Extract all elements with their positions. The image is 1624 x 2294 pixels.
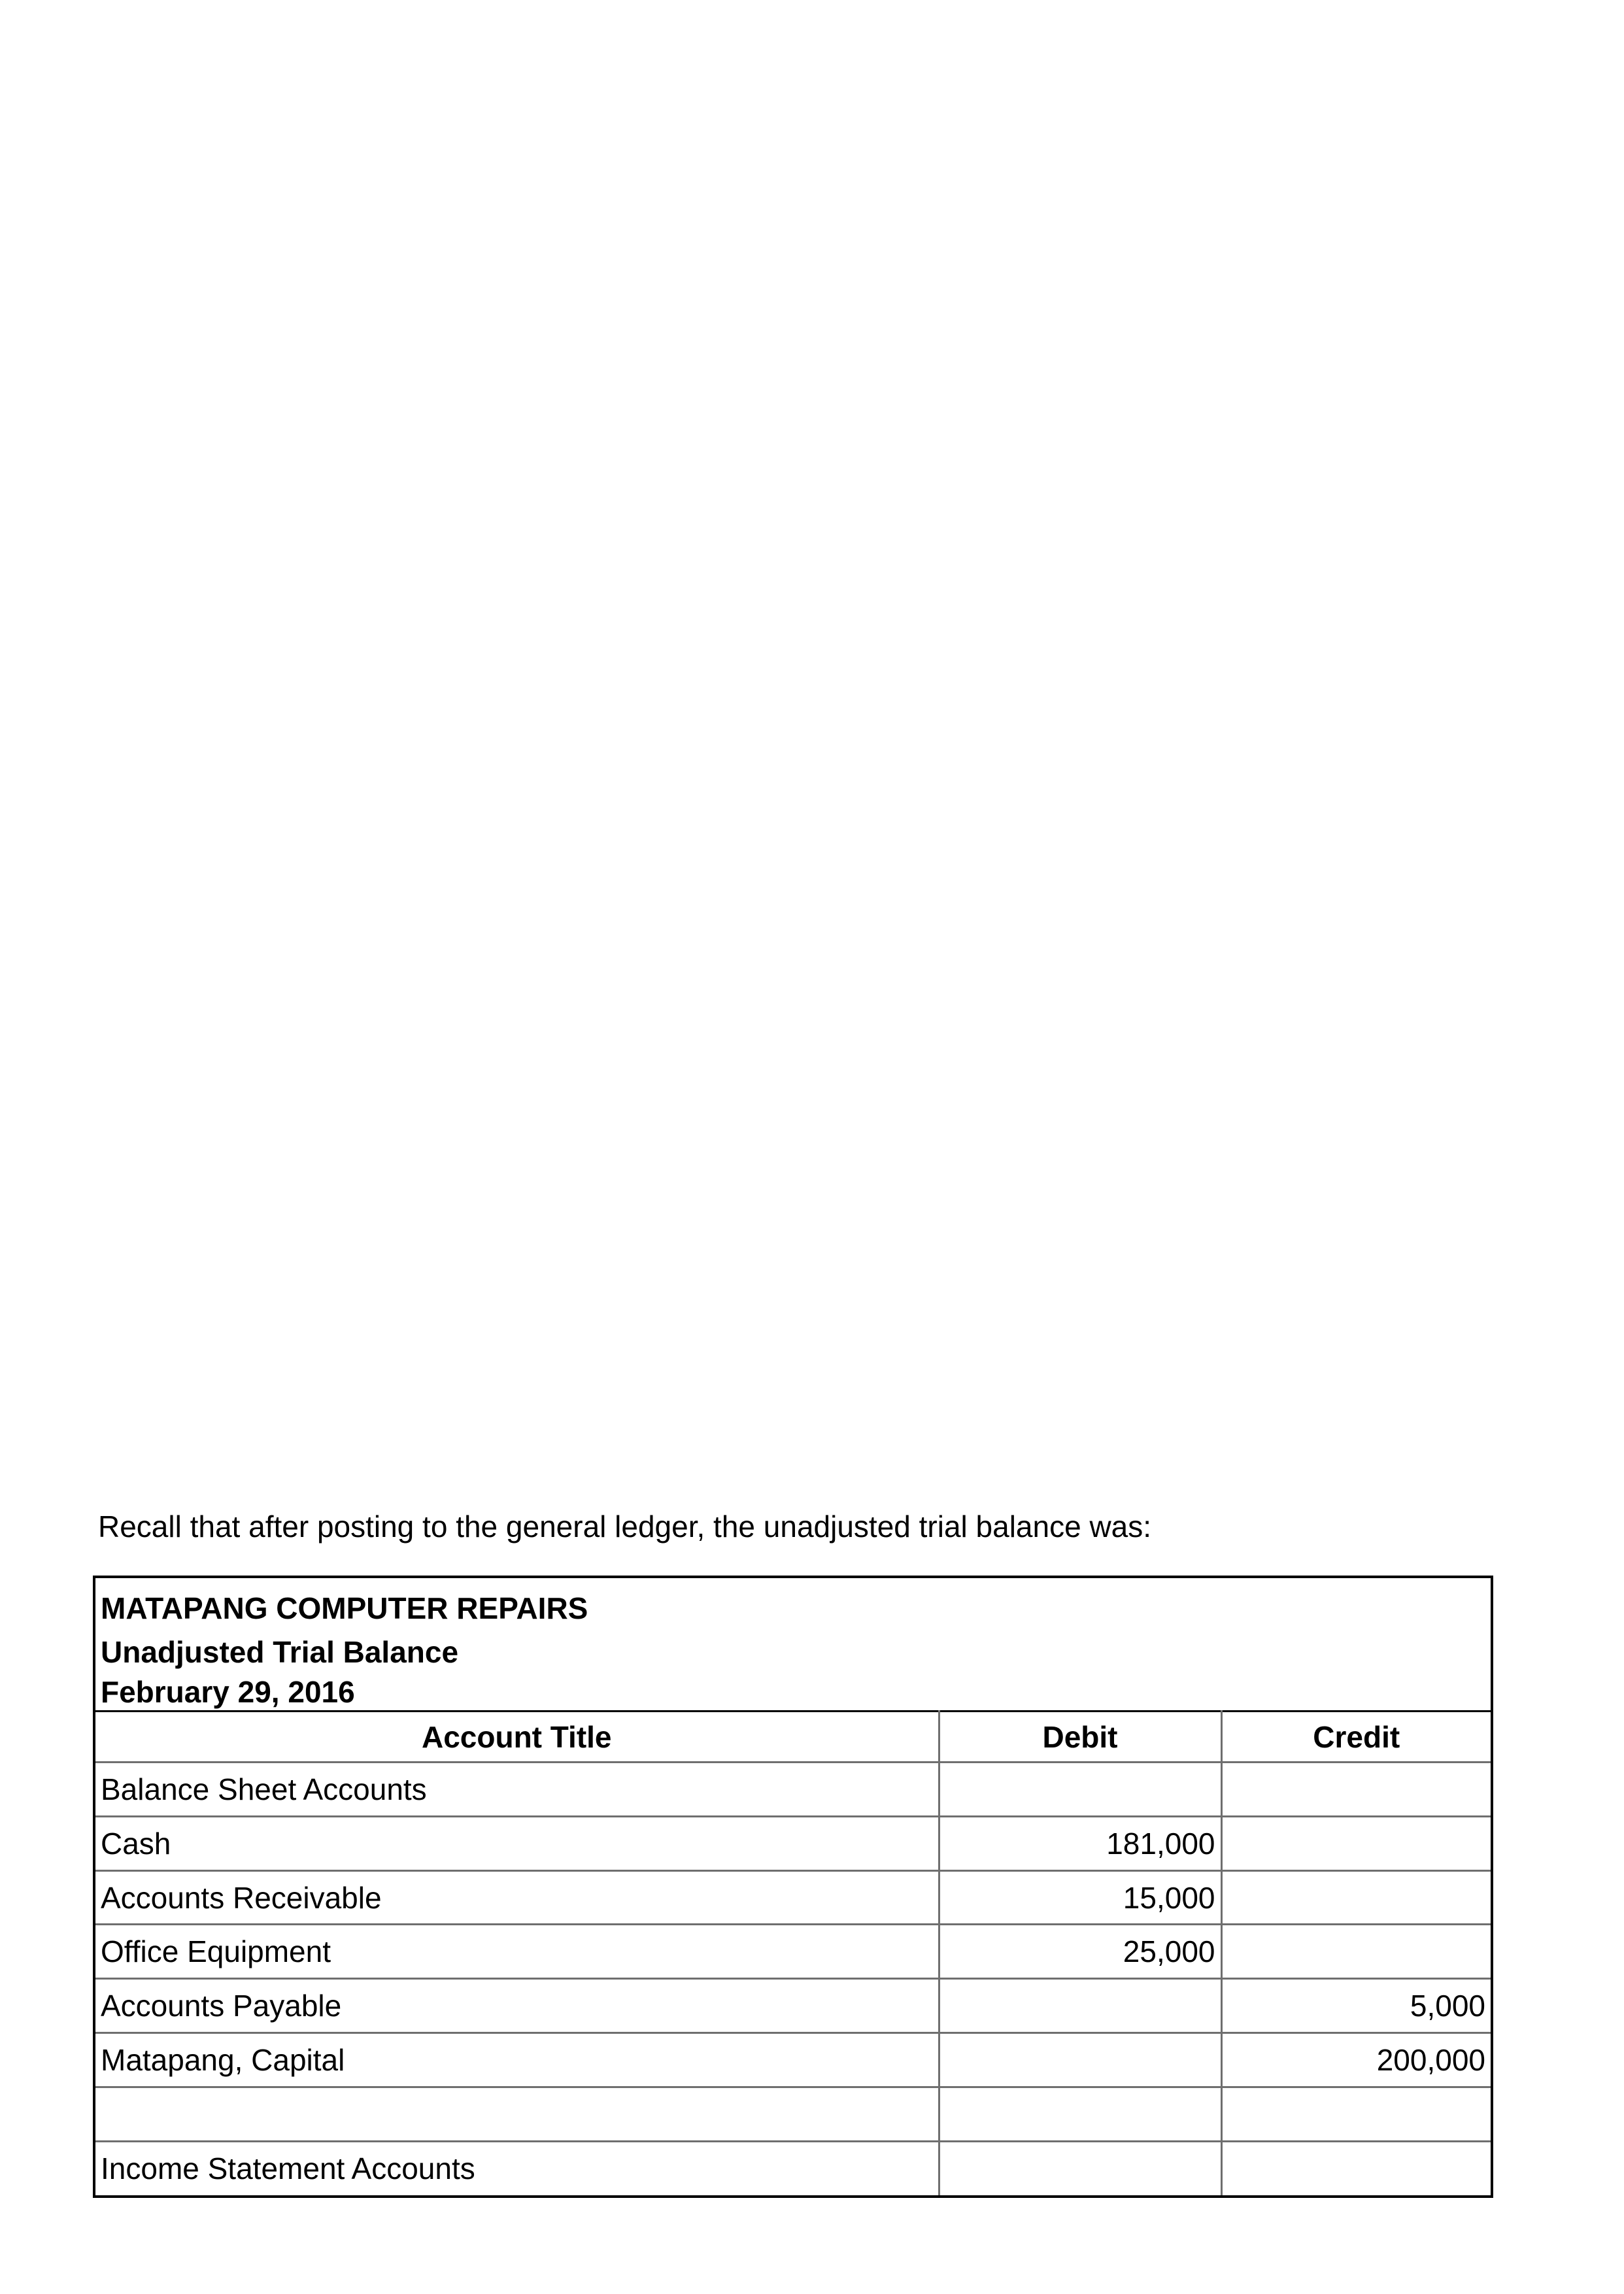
table-row	[95, 1979, 1491, 2033]
account-cell: Office Equipment	[95, 1925, 939, 1979]
table-row	[95, 1870, 1491, 1925]
debit-cell	[939, 1979, 1221, 2033]
debit-cell	[939, 2033, 1221, 2087]
credit-cell	[1221, 2141, 1491, 2195]
debit-cell	[939, 2141, 1221, 2195]
account-cell	[95, 2087, 939, 2141]
credit-header: Credit	[1221, 1712, 1491, 1763]
table-row	[95, 2033, 1491, 2087]
table-row	[95, 1925, 1491, 1979]
debit-cell: 181,000	[939, 1816, 1221, 1870]
account-cell: Accounts Receivable	[95, 1870, 939, 1925]
header-row	[95, 1712, 1491, 1763]
credit-cell	[1221, 2087, 1491, 2141]
table-row	[95, 1816, 1491, 1870]
credit-cell: 200,000	[1221, 2033, 1491, 2087]
trial-balance-box	[93, 1576, 1493, 2198]
account-cell: Balance Sheet Accounts	[95, 1763, 939, 1817]
debit-cell: 25,000	[939, 1925, 1221, 1979]
credit-cell: 5,000	[1221, 1979, 1491, 2033]
trial-balance-table	[95, 1710, 1491, 2195]
account-title-header: Account Title	[95, 1712, 939, 1763]
table-row	[95, 1763, 1491, 1817]
credit-cell	[1221, 1925, 1491, 1979]
table-row	[95, 2087, 1491, 2141]
credit-cell	[1221, 1763, 1491, 1817]
report-date: February 29, 2016	[101, 1675, 355, 1709]
intro-text: Recall that after posting to the general ledger, the unadjusted trial balance was:	[98, 1510, 1152, 1543]
credit-cell	[1221, 1870, 1491, 1925]
debit-cell	[939, 2087, 1221, 2141]
credit-cell	[1221, 1816, 1491, 1870]
account-cell: Cash	[95, 1816, 939, 1870]
table-row	[95, 2141, 1491, 2195]
debit-header: Debit	[939, 1712, 1221, 1763]
account-cell: Matapang, Capital	[95, 2033, 939, 2087]
debit-cell: 15,000	[939, 1870, 1221, 1925]
debit-cell	[939, 1763, 1221, 1817]
account-cell: Income Statement Accounts	[95, 2141, 939, 2195]
account-cell: Accounts Payable	[95, 1979, 939, 2033]
report-title: Unadjusted Trial Balance	[101, 1635, 459, 1669]
company-name: MATAPANG COMPUTER REPAIRS	[101, 1591, 588, 1625]
